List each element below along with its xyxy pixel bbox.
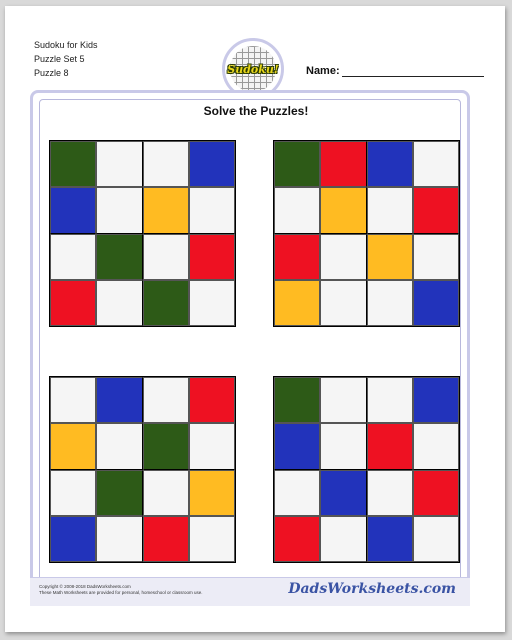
color-sudoku-puzzle-1 (49, 140, 236, 327)
puzzle-cell (189, 377, 235, 423)
footer (30, 577, 470, 606)
puzzle-cell (413, 516, 459, 562)
puzzle-cell (320, 187, 366, 233)
puzzle-cell (50, 141, 96, 187)
puzzle-cell (320, 470, 366, 516)
puzzle-cell (320, 234, 366, 280)
name-field (306, 64, 484, 77)
puzzle-cell (413, 470, 459, 516)
puzzle-cell (96, 423, 142, 469)
puzzle-number-label: Puzzle 8 (34, 68, 69, 78)
puzzle-cell (320, 377, 366, 423)
color-sudoku-puzzle-2 (273, 140, 460, 327)
puzzle-cell (320, 516, 366, 562)
puzzle-cell (413, 423, 459, 469)
worksheet-info (34, 38, 98, 80)
puzzle-cell (96, 234, 142, 280)
puzzle-cell (274, 280, 320, 326)
puzzle-cell (96, 141, 142, 187)
puzzle-cell (50, 516, 96, 562)
puzzle-cell (320, 423, 366, 469)
puzzle-cell (367, 377, 413, 423)
puzzle-cell (189, 470, 235, 516)
puzzle-cell (143, 423, 189, 469)
puzzle-cell (96, 516, 142, 562)
brand-logo: DadsWorksheets.com (288, 581, 456, 597)
puzzle-cell (367, 423, 413, 469)
puzzle-cell (143, 377, 189, 423)
instructions-title: Solve the Puzzles! (203, 104, 309, 118)
puzzle-cell (367, 141, 413, 187)
puzzle-cell (143, 141, 189, 187)
puzzle-cell (413, 280, 459, 326)
puzzle-cell (50, 234, 96, 280)
puzzle-set-label: Puzzle Set 5 (34, 54, 85, 64)
puzzle-cell (413, 187, 459, 233)
puzzle-cell (143, 187, 189, 233)
puzzle-cell (143, 470, 189, 516)
puzzle-cell (320, 141, 366, 187)
puzzle-cell (189, 423, 235, 469)
puzzle-cell (50, 280, 96, 326)
copyright-text (39, 584, 203, 596)
puzzle-cell (189, 280, 235, 326)
color-sudoku-puzzle-4 (273, 376, 460, 563)
puzzle-cell (50, 470, 96, 516)
puzzle-cell (189, 187, 235, 233)
puzzle-cell (413, 234, 459, 280)
puzzle-cell (274, 470, 320, 516)
puzzle-cell (413, 141, 459, 187)
puzzle-cell (50, 423, 96, 469)
puzzle-cell (189, 141, 235, 187)
copyright-line: Copyright © 2008-2018 DadsWorksheets.com (39, 584, 131, 589)
puzzle-cell (96, 187, 142, 233)
puzzle-cell (189, 516, 235, 562)
worksheet-title: Sudoku for Kids (34, 40, 98, 50)
usage-note: These Math Worksheets are provided for personal, homeschool or classroom use. (39, 590, 203, 595)
puzzle-cell (96, 470, 142, 516)
puzzle-cell (189, 234, 235, 280)
puzzle-cell (143, 516, 189, 562)
puzzle-cell (413, 377, 459, 423)
puzzle-cell (274, 187, 320, 233)
puzzle-cell (274, 423, 320, 469)
color-sudoku-puzzle-3 (49, 376, 236, 563)
puzzle-cell (367, 516, 413, 562)
puzzle-cell (274, 234, 320, 280)
puzzle-cell (50, 377, 96, 423)
puzzle-cell (367, 280, 413, 326)
puzzle-cell (274, 516, 320, 562)
puzzle-cell (96, 280, 142, 326)
sudoku-logo-grid (227, 46, 279, 92)
name-label: Name: (306, 65, 340, 77)
sudoku-logo-text: Sudoku! (227, 62, 279, 76)
puzzle-cell (96, 377, 142, 423)
puzzle-cell (367, 234, 413, 280)
puzzle-cell (143, 234, 189, 280)
puzzle-cell (143, 280, 189, 326)
puzzle-cell (320, 280, 366, 326)
puzzle-cell (274, 377, 320, 423)
puzzle-cell (274, 141, 320, 187)
puzzle-cell (50, 187, 96, 233)
puzzle-cell (367, 187, 413, 233)
name-blank-line (342, 64, 484, 77)
puzzle-cell (367, 470, 413, 516)
